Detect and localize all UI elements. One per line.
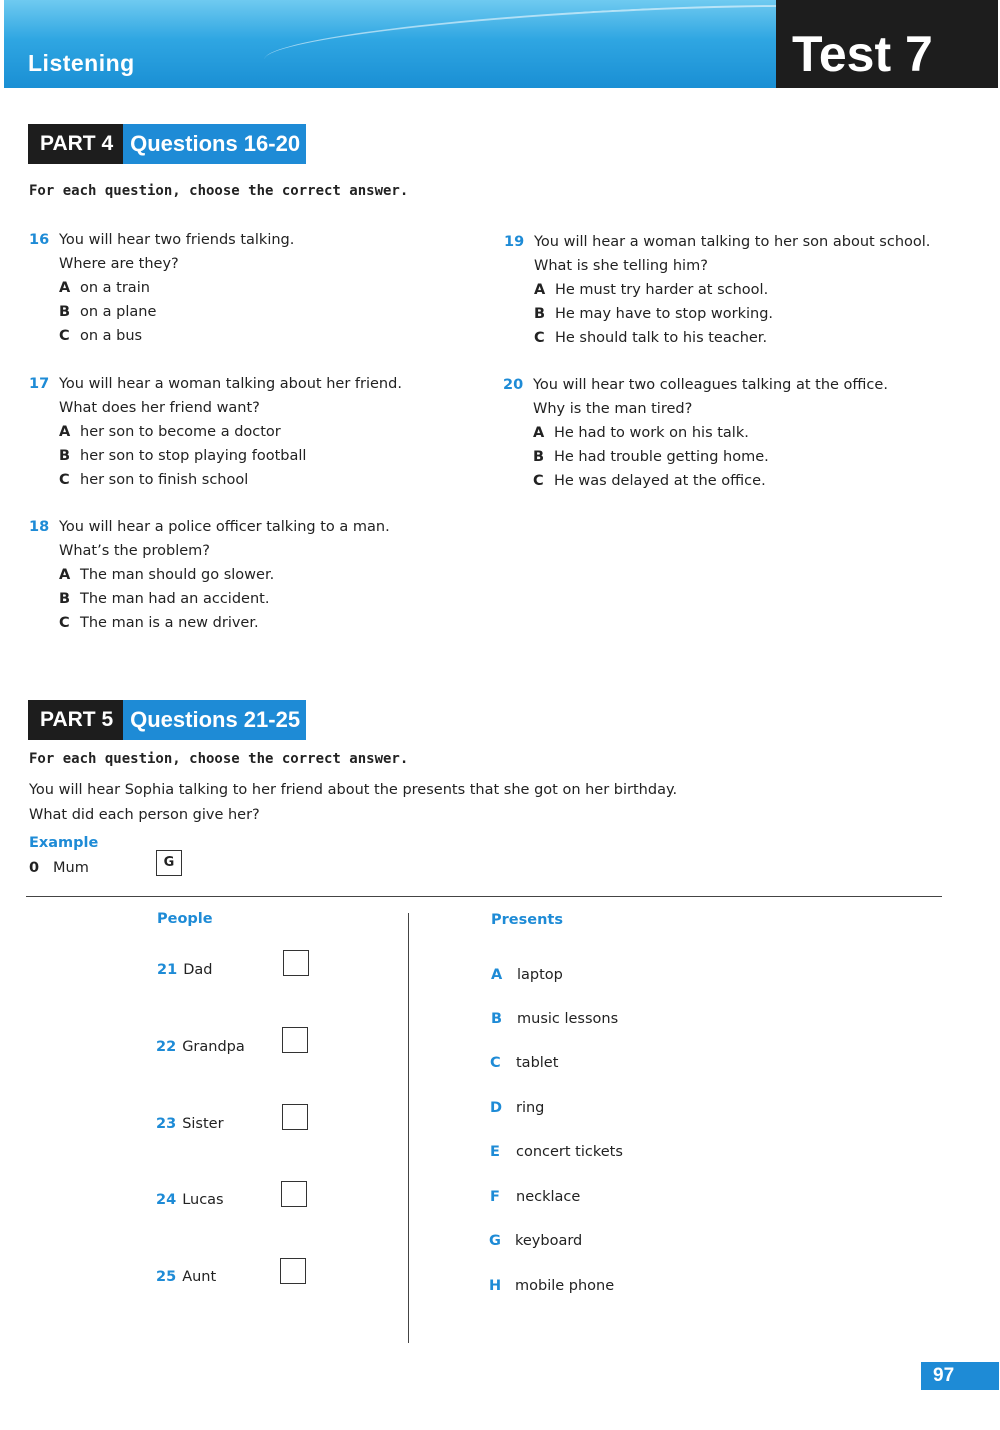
example-person: Mum [53,860,89,876]
question-number: 20 [503,377,524,393]
present-b: B music lessons [491,1011,619,1027]
part4-heading [28,124,306,164]
part5-instruction: For each question, choose the correct answer. [29,751,409,767]
part5-questions-label: Questions 21-25 [123,700,306,740]
present-d: D ring [490,1100,545,1116]
part4-instruction: For each question, choose the correct answer. [29,183,409,199]
person-24: 24 Lucas [156,1192,224,1208]
option-b[interactable]: B The man had an accident. [59,591,270,607]
part5-heading [28,700,306,740]
question-prompt: Why is the man tired? [533,401,693,417]
part5-label: PART 5 [28,700,123,740]
question-stem: You will hear a police officer talking to a man. [59,519,390,535]
section-label: Listening [28,50,135,76]
answer-box-21[interactable] [283,950,309,976]
answer-box-23[interactable] [282,1104,308,1130]
answer-box-25[interactable] [280,1258,306,1284]
horizontal-divider [26,896,942,897]
present-a: A laptop [491,967,563,983]
question-number: 19 [504,234,525,250]
question-prompt: What does her friend want? [59,400,260,416]
answer-box-22[interactable] [282,1027,308,1053]
present-h: H mobile phone [489,1278,615,1294]
page-number: 97 [921,1362,999,1390]
part5-intro: You will hear Sophia talking to her friend about the presents that she got on her birthday. [29,782,678,798]
test-title: Test 7 [776,0,998,88]
vertical-divider [408,913,409,1343]
part5-prompt: What did each person give her? [29,807,260,823]
person-21: 21 Dad [157,962,213,978]
option-a[interactable]: A on a train [59,280,150,296]
answer-box-24[interactable] [281,1181,307,1207]
question-prompt: Where are they? [59,256,179,272]
question-prompt: What’s the problem? [59,543,210,559]
present-c: C tablet [490,1055,559,1071]
example-label: Example [29,835,99,851]
option-b[interactable]: B He may have to stop working. [534,306,774,322]
person-23: 23 Sister [156,1116,224,1132]
present-e: E concert tickets [490,1144,623,1160]
presents-heading: Presents [491,912,563,928]
option-a[interactable]: A He had to work on his talk. [533,425,749,441]
question-stem: You will hear a woman talking to her son about school. [534,234,931,250]
person-22: 22 Grandpa [156,1039,245,1055]
question-number: 17 [29,376,50,392]
option-c[interactable]: C her son to finish school [59,472,249,488]
example-number: 0 [29,860,40,876]
option-c[interactable]: C He was delayed at the office. [533,473,766,489]
present-f: F necklace [490,1189,581,1205]
person-25: 25 Aunt [156,1269,217,1285]
option-b[interactable]: B her son to stop playing football [59,448,307,464]
question-stem: You will hear a woman talking about her friend. [59,376,402,392]
question-number: 18 [29,519,50,535]
part4-questions-label: Questions 16-20 [123,124,306,164]
option-a[interactable]: A He must try harder at school. [534,282,769,298]
example-answer-box: G [156,850,182,876]
option-c[interactable]: C He should talk to his teacher. [534,330,768,346]
people-heading: People [157,911,213,927]
question-stem: You will hear two friends talking. [59,232,295,248]
question-stem: You will hear two colleagues talking at the office. [533,377,888,393]
question-prompt: What is she telling him? [534,258,708,274]
option-a[interactable]: A her son to become a doctor [59,424,281,440]
option-c[interactable]: C on a bus [59,328,143,344]
part4-label: PART 4 [28,124,123,164]
option-b[interactable]: B He had trouble getting home. [533,449,769,465]
option-c[interactable]: C The man is a new driver. [59,615,259,631]
present-g: G keyboard [489,1233,583,1249]
question-number: 16 [29,232,50,248]
option-b[interactable]: B on a plane [59,304,157,320]
option-a[interactable]: A The man should go slower. [59,567,275,583]
